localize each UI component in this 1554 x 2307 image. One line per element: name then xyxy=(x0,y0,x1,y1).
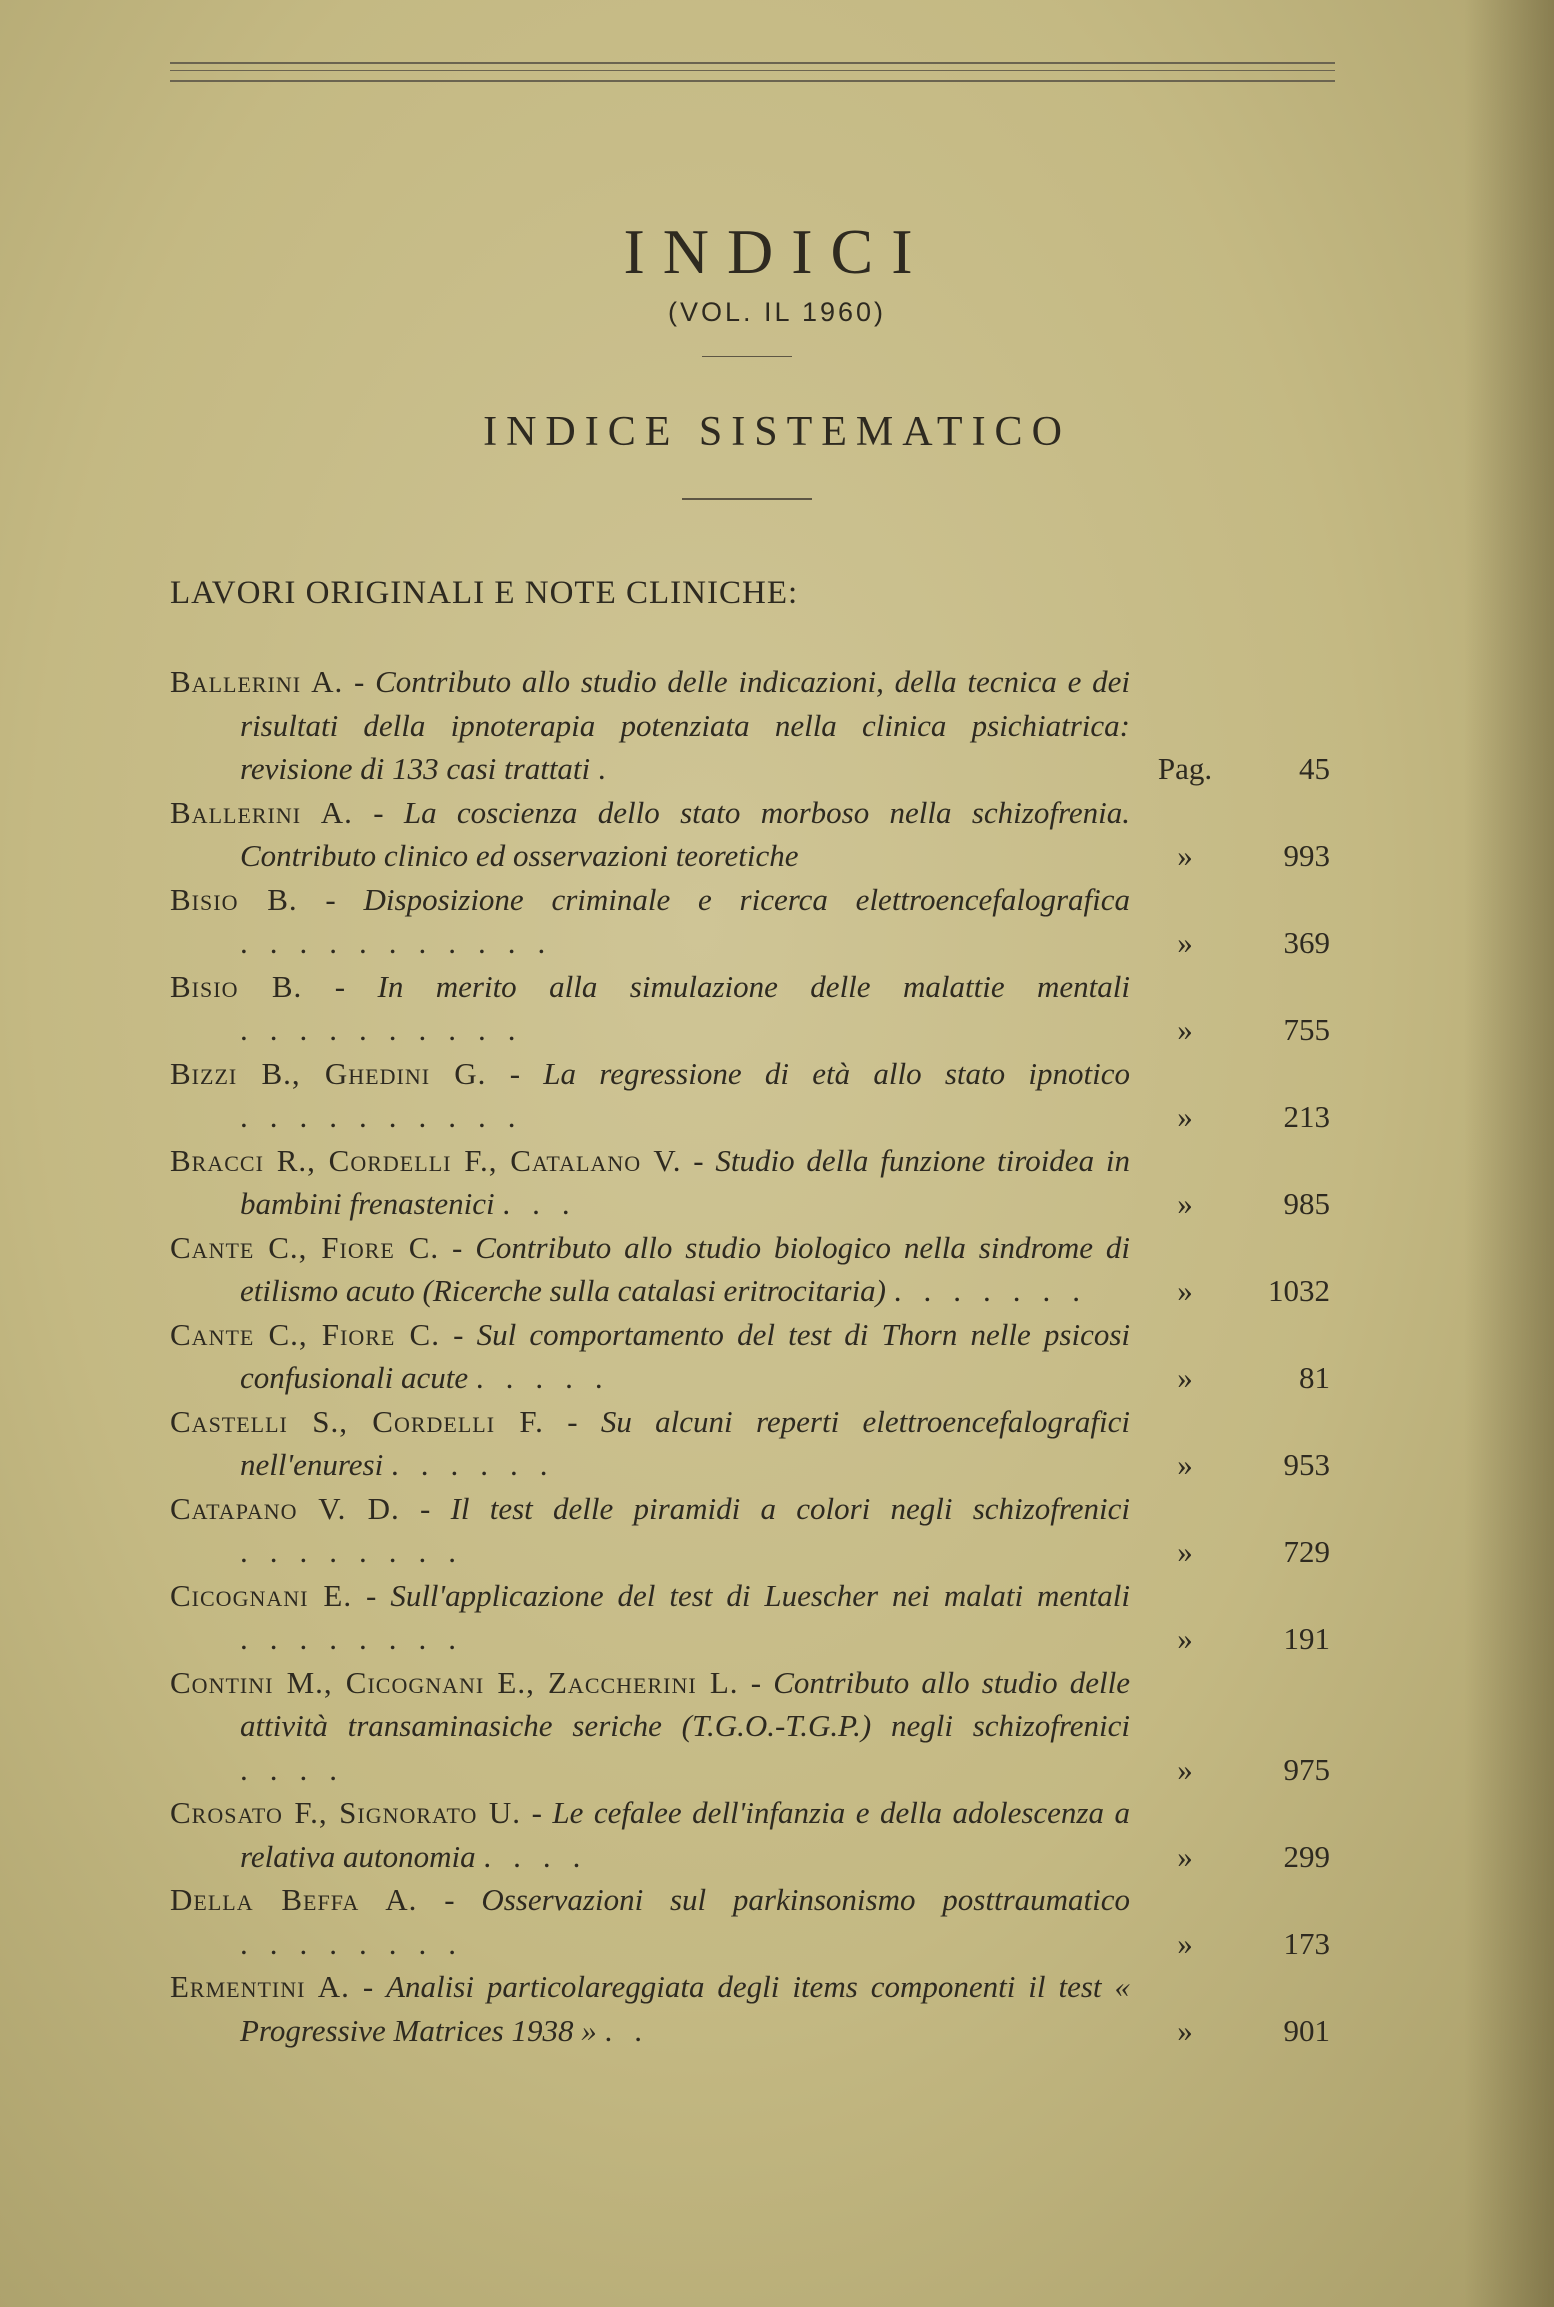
page-ref-label: » xyxy=(1177,2012,1193,2048)
entry-title: Analisi particolareggiata degli items componenti il test « Progressive Matrices 1938 » xyxy=(240,1969,1130,2048)
entry-author: Cante C., Fiore C. xyxy=(170,1229,440,1265)
entry-author: Ballerini A. xyxy=(170,794,353,830)
entry-title: Contributo allo studio biologico nella sindrome di etilismo acuto (Ricerche sulla catalasi eritrocitaria) xyxy=(240,1229,1131,1308)
page-ref-label: » xyxy=(1177,1534,1193,1569)
page-ref-label: » xyxy=(1177,1925,1193,1961)
index-entry xyxy=(170,1226,1330,1313)
leader-dots: .... xyxy=(483,1838,603,1874)
page-number: 45 xyxy=(1299,751,1330,786)
top-rule-lower xyxy=(170,80,1335,82)
entry-author: Castelli S., Cordelli F. xyxy=(170,1403,544,1439)
page-number: 213 xyxy=(1283,1099,1330,1134)
page-number: 993 xyxy=(1283,838,1330,873)
top-rule xyxy=(170,62,1335,64)
entry-author: Catapano V. D. xyxy=(170,1490,400,1526)
entry-author: Cicognani E. xyxy=(170,1577,353,1613)
page-ref-label: » xyxy=(1177,1186,1193,1221)
entry-author: Crosato F., Signorato U. xyxy=(170,1795,522,1830)
entry-title: Disposizione criminale e ricerca elettroencefalografica xyxy=(363,881,1131,917)
entry-author: Bracci R., Cordelli F., Catalano V. xyxy=(170,1142,682,1178)
entry-text: Castelli S., Cordelli F. - Su alcuni reperti elettroencefalografici nell'enuresi ...... xyxy=(170,1403,1130,1482)
volume-label: (VOL. IL 1960) xyxy=(667,297,887,327)
entry-text: Contini M., Cicognani E., Zaccherini L. - Contributo allo studio delle attività transaminasiche seriche (T.G.O.-T.G.P.) negli schizofrenici .... xyxy=(170,1664,1130,1787)
index-entry xyxy=(170,1574,1330,1661)
entry-title: Sull'applicazione del test di Luescher nei malati mentali xyxy=(390,1577,1130,1613)
leader-dots: .. xyxy=(604,2012,664,2048)
index-entry xyxy=(170,1791,1330,1878)
entry-text: Bisio B. - In merito alla simulazione delle malattie mentali .......... xyxy=(170,968,1130,1047)
leader-dots: .......... xyxy=(240,1012,538,1047)
leader-dots: ...... xyxy=(390,1447,570,1482)
entry-text: Ballerini A. - Contributo allo studio delle indicazioni, della tecnica e dei risultati della ipnoterapia potenziata nella clinica psichiatrica: revisione di 133 casi trattati . xyxy=(170,664,1130,786)
page-ref-label: » xyxy=(1177,1447,1193,1482)
leader-dots: ... xyxy=(502,1186,592,1221)
entry-author: Bizzi B., Ghedini G. xyxy=(170,1055,487,1091)
page-ref-label: » xyxy=(1177,1621,1193,1656)
index-entry xyxy=(170,1661,1330,1792)
entry-text: Cante C., Fiore C. - Sul comportamento del test di Thorn nelle psicosi confusionali acute ..... xyxy=(170,1316,1131,1395)
entry-title: Studio della funzione tiroidea in bambini frenastenici xyxy=(240,1142,1130,1221)
leader-dots: ....... xyxy=(893,1273,1103,1308)
index-entry xyxy=(170,1052,1330,1139)
page-number: 755 xyxy=(1283,1012,1330,1047)
divider xyxy=(682,498,812,500)
page-ref-label: » xyxy=(1177,1360,1193,1395)
page-number: 975 xyxy=(1283,1751,1330,1787)
index-subtitle: INDICE SISTEMATICO xyxy=(483,409,1071,455)
page-number: 173 xyxy=(1283,1925,1330,1961)
entry-text: Crosato F., Signorato U. - Le cefalee dell'infanzia e della adolescenza a relativa autonomia .... xyxy=(170,1795,1130,1874)
leader-dots: . xyxy=(597,751,628,786)
index-entry xyxy=(170,1965,1330,2052)
page-edge-shadow xyxy=(1464,0,1554,2307)
entry-text: Ermentini A. - Analisi particolareggiata degli items componenti il test « Progressive Matrices 1938 » .. xyxy=(170,1969,1130,2048)
page-number: 953 xyxy=(1283,1447,1330,1482)
leader-dots: .......... xyxy=(240,1099,538,1134)
page-number: 985 xyxy=(1283,1186,1330,1221)
entry-author: Ballerini A. xyxy=(170,664,344,699)
entry-text: Cante C., Fiore C. - Contributo allo studio biologico nella sindrome di etilismo acuto (Ricerche sulla catalasi eritrocitaria) ....... xyxy=(170,1229,1131,1308)
entry-title: La coscienza dello stato morboso nella schizofrenia. Contributo clinico ed osservazioni teoretiche xyxy=(240,794,1130,873)
page-ref-label: » xyxy=(1177,1099,1193,1134)
entry-text: Ballerini A. - La coscienza dello stato morboso nella schizofrenia. Contributo clinico ed osservazioni teoretiche xyxy=(170,794,1130,873)
section-heading: LAVORI ORIGINALI E NOTE CLINICHE: xyxy=(170,575,799,611)
entry-title: Sul comportamento del test di Thorn nelle psicosi confusionali acute xyxy=(240,1316,1131,1395)
entry-title: In merito alla simulazione delle malattie mentali xyxy=(377,968,1130,1004)
top-rule-thin xyxy=(170,70,1335,71)
page-number: 81 xyxy=(1299,1360,1330,1395)
leader-dots: ........ xyxy=(240,1621,478,1656)
page-ref-label: » xyxy=(1177,1838,1193,1874)
entry-title: Le cefalee dell'infanzia e della adolescenza a relativa autonomia xyxy=(240,1795,1130,1874)
index-entries xyxy=(170,660,1330,2052)
leader-dots: ........ xyxy=(240,1925,478,1961)
index-entry xyxy=(170,1313,1330,1400)
index-entry xyxy=(170,1139,1330,1226)
page-ref-label: » xyxy=(1177,1273,1193,1308)
page-number: 191 xyxy=(1283,1621,1330,1656)
entry-author: Ermentini A. xyxy=(170,1969,350,2004)
leader-dots: ........... xyxy=(240,925,568,960)
page-ref-label: » xyxy=(1177,925,1193,960)
page-ref-label: » xyxy=(1177,838,1193,873)
page-number: 729 xyxy=(1283,1534,1330,1569)
divider xyxy=(702,356,792,357)
entry-title: Osservazioni sul parkinsonismo posttraumatico xyxy=(481,1882,1131,1917)
leader-dots: ........ xyxy=(240,1534,478,1569)
index-entry xyxy=(170,1487,1330,1574)
entry-title: Contributo allo studio delle indicazioni, della tecnica e dei risultati della ipnoterapia potenziata nella clinica psichiatrica: revisione di 133 casi trattati xyxy=(240,664,1130,786)
leader-dots: ..... xyxy=(475,1360,625,1395)
index-entry xyxy=(170,878,1330,965)
page-ref-label: » xyxy=(1177,1012,1193,1047)
entry-title: Contributo allo studio delle attività transaminasiche seriche (T.G.O.-T.G.P.) negli schizofrenici xyxy=(240,1664,1130,1743)
index-entry xyxy=(170,965,1330,1052)
index-entry xyxy=(170,1400,1330,1487)
entry-text: Bracci R., Cordelli F., Catalano V. - Studio della funzione tiroidea in bambini frenastenici ... xyxy=(170,1142,1130,1221)
entry-author: Della Beffa A. xyxy=(170,1882,418,1917)
entry-author: Cante C., Fiore C. xyxy=(170,1316,440,1352)
entry-text: Catapano V. D. - Il test delle piramidi a colori negli schizofrenici ........ xyxy=(170,1490,1131,1569)
entry-author: Bisio B. xyxy=(170,881,298,917)
entry-author: Bisio B. xyxy=(170,968,303,1004)
entry-text: Bisio B. - Disposizione criminale e ricerca elettroencefalografica ........... xyxy=(170,881,1131,960)
entry-title: Su alcuni reperti elettroencefalografici nell'enuresi xyxy=(240,1403,1130,1482)
index-entry xyxy=(170,1878,1330,1965)
entry-title: La regressione di età allo stato ipnotico xyxy=(543,1055,1130,1091)
index-entry xyxy=(170,791,1330,878)
entry-text: Della Beffa A. - Osservazioni sul parkinsonismo posttraumatico ........ xyxy=(170,1882,1131,1961)
entry-text: Bizzi B., Ghedini G. - La regressione di età allo stato ipnotico .......... xyxy=(170,1055,1130,1134)
entry-text: Cicognani E. - Sull'applicazione del test di Luescher nei malati mentali ........ xyxy=(170,1577,1130,1656)
page-ref-label: Pag. xyxy=(1157,751,1213,786)
leader-dots: .... xyxy=(240,1751,359,1787)
page-number: 299 xyxy=(1283,1838,1330,1874)
page-number: 901 xyxy=(1283,2012,1330,2048)
page-number: 369 xyxy=(1283,925,1330,960)
page-number: 1032 xyxy=(1268,1273,1330,1308)
page-title: INDICI xyxy=(623,216,931,287)
page-ref-label: » xyxy=(1177,1751,1193,1787)
index-entry xyxy=(170,660,1330,791)
entry-author: Contini M., Cicognani E., Zaccherini L. xyxy=(170,1664,739,1700)
entry-title: Il test delle piramidi a colori negli schizofrenici xyxy=(450,1490,1131,1526)
